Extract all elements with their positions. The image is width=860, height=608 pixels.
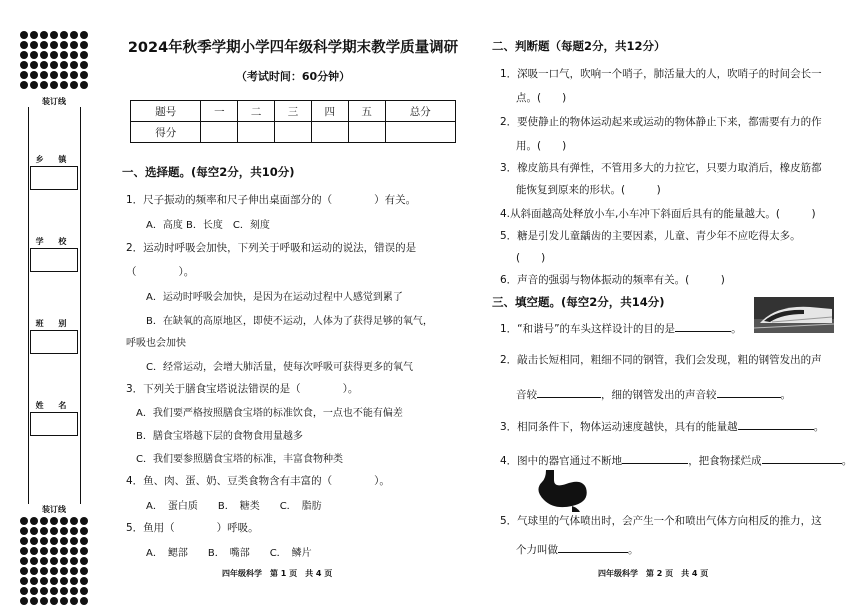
s3-q5-pre: 个力叫做 bbox=[516, 544, 558, 556]
binding-dot bbox=[60, 567, 68, 575]
score-cell[interactable] bbox=[201, 122, 238, 143]
binding-dot bbox=[80, 547, 88, 555]
binding-dot bbox=[40, 71, 48, 79]
binding-dot bbox=[30, 557, 38, 565]
s3-q1-pre: 1．“和谐号”的车头这样设计的目的是 bbox=[500, 323, 676, 335]
score-table-header-row bbox=[131, 101, 456, 122]
binding-dot bbox=[50, 31, 58, 39]
binding-dot bbox=[50, 567, 58, 575]
score-row-label: 得分 bbox=[131, 122, 201, 143]
s1-q2-option-c: C．经常运动，会增大肺活量，使每次呼吸可获得更多的氧气 bbox=[146, 362, 413, 373]
field-box-school[interactable] bbox=[30, 248, 78, 272]
s2-q2-line2: 用。( ) bbox=[516, 140, 567, 152]
binding-dot bbox=[20, 71, 28, 79]
binding-dot bbox=[20, 597, 28, 605]
score-table bbox=[130, 100, 456, 143]
s1-q3-option-a: A．我们要严格按照膳食宝塔的标准饮食，一点也不能有偏差 bbox=[136, 408, 403, 419]
s1-q5-options: A． 鳃部 B． 嘴部 C． 鳞片 bbox=[146, 548, 312, 559]
binding-dot bbox=[20, 61, 28, 69]
binding-dot bbox=[60, 587, 68, 595]
binding-dot bbox=[70, 557, 78, 565]
binding-dot bbox=[30, 577, 38, 585]
binding-dot bbox=[30, 537, 38, 545]
s3-q5-line1: 5．气球里的气体喷出时，会产生一个和喷出气体方向相反的推力，这 bbox=[500, 515, 822, 527]
binding-dot bbox=[60, 547, 68, 555]
binding-dot bbox=[70, 41, 78, 49]
s1-q3-stem: 3．下列关于膳食宝塔说法错误的是（ ）。 bbox=[126, 383, 359, 395]
s3-q2-line1: 2．敲击长短相同，粗细不同的钢管，我们会发现，粗的钢管发出的声 bbox=[500, 354, 822, 366]
score-header-cell: 三 bbox=[275, 101, 312, 122]
binding-dot bbox=[60, 597, 68, 605]
binding-dot bbox=[30, 61, 38, 69]
binding-dot bbox=[50, 517, 58, 525]
field-label-school: 学 校 bbox=[35, 237, 73, 246]
s1-q2-option-b: B．在缺氧的高原地区，即使不运动，人体为了获得足够的氧气， bbox=[146, 316, 433, 327]
binding-dot bbox=[60, 577, 68, 585]
binding-dot bbox=[60, 61, 68, 69]
section2-heading: 二、判断题（每题2分，共12分） bbox=[492, 39, 666, 53]
binding-dot bbox=[80, 587, 88, 595]
binding-dot bbox=[80, 41, 88, 49]
binding-dot bbox=[30, 51, 38, 59]
binding-dot bbox=[30, 597, 38, 605]
binding-dot bbox=[80, 51, 88, 59]
binding-dot bbox=[60, 31, 68, 39]
s3-q2-blank-1[interactable] bbox=[537, 386, 601, 398]
s3-q3 bbox=[500, 418, 824, 434]
s2-q3-line1: 3．橡皮筋具有弹性，不管用多大的力拉它，只要力取消后，橡皮筋都 bbox=[500, 162, 822, 174]
binding-dot bbox=[20, 51, 28, 59]
s3-q1 bbox=[500, 320, 742, 336]
s3-q5-line2 bbox=[516, 541, 639, 557]
binding-dot bbox=[70, 51, 78, 59]
s1-q1-stem: 1．尺子振动的频率和尺子伸出桌面部分的（ ）有关。 bbox=[126, 194, 417, 206]
binding-dot bbox=[60, 557, 68, 565]
s2-q1-line1: 1．深吸一口气，吹响一个哨子，肺活量大的人，吹哨子的时间会长一 bbox=[500, 68, 822, 80]
s1-q2-option-a: A．运动时呼吸会加快，是因为在运动过程中人感觉到累了 bbox=[146, 292, 403, 303]
s2-q4: 4.从斜面越高处释放小车,小车冲下斜面后具有的能量越大。( ) bbox=[500, 208, 816, 220]
binding-dot bbox=[60, 527, 68, 535]
binding-dot bbox=[50, 51, 58, 59]
s2-q6: 6．声音的强弱与物体振动的频率有关。( ) bbox=[500, 274, 725, 286]
stomach-image bbox=[532, 468, 592, 512]
binding-dot bbox=[20, 537, 28, 545]
binding-dot bbox=[40, 567, 48, 575]
binding-dot bbox=[40, 557, 48, 565]
s3-q4-post: 。 bbox=[841, 455, 853, 467]
binding-dot bbox=[50, 527, 58, 535]
train-image bbox=[754, 297, 834, 333]
s3-q3-post: 。 bbox=[813, 421, 825, 433]
field-box-class[interactable] bbox=[30, 330, 78, 354]
s3-q1-blank[interactable] bbox=[675, 320, 731, 332]
score-header-cell: 二 bbox=[238, 101, 275, 122]
s2-q5-line2: ( ) bbox=[516, 252, 546, 264]
s3-q5-blank[interactable] bbox=[558, 541, 628, 553]
s1-q2-stem-cont: （ ）。 bbox=[126, 266, 195, 278]
binding-dot bbox=[20, 31, 28, 39]
score-header-cell: 总分 bbox=[385, 101, 456, 122]
score-header-cell: 题号 bbox=[131, 101, 201, 122]
score-cell[interactable] bbox=[238, 122, 275, 143]
binding-dot bbox=[20, 517, 28, 525]
binding-dot bbox=[40, 537, 48, 545]
binding-dot bbox=[70, 527, 78, 535]
binding-dot bbox=[70, 517, 78, 525]
s3-q4-mid: ，把食物揉烂成 bbox=[688, 455, 762, 467]
field-label-class: 班 别 bbox=[35, 319, 73, 328]
binding-dot bbox=[50, 557, 58, 565]
binding-dot bbox=[40, 517, 48, 525]
s2-q3-line2: 能恢复到原来的形状。( ) bbox=[516, 184, 661, 196]
binding-dot bbox=[60, 537, 68, 545]
binding-dot bbox=[80, 557, 88, 565]
s3-q2-post: 。 bbox=[780, 389, 791, 401]
binding-dot bbox=[60, 517, 68, 525]
s3-q4-blank-2[interactable] bbox=[762, 452, 842, 464]
binding-dot bbox=[70, 547, 78, 555]
binding-dot bbox=[70, 31, 78, 39]
binding-dot bbox=[80, 567, 88, 575]
field-box-name[interactable] bbox=[30, 412, 78, 436]
score-header-cell: 四 bbox=[311, 101, 348, 122]
binding-dot bbox=[80, 527, 88, 535]
binding-dot bbox=[70, 61, 78, 69]
binding-label-top: 装订线 bbox=[18, 96, 90, 107]
binding-dot bbox=[50, 597, 58, 605]
section1-heading: 一、选择题。(每空2分，共10分) bbox=[122, 165, 295, 179]
binding-dot bbox=[40, 81, 48, 89]
s3-q2-pre: 音较 bbox=[516, 389, 537, 401]
binding-dot bbox=[40, 527, 48, 535]
s2-q2-line1: 2．要使静止的物体运动起来或运动的物体静止下来，都需要有力的作 bbox=[500, 116, 822, 128]
binding-dot bbox=[40, 61, 48, 69]
binding-dot bbox=[40, 41, 48, 49]
s3-q3-pre: 3．相同条件下，物体运动速度越快，具有的能量越 bbox=[500, 421, 738, 433]
binding-dot bbox=[60, 41, 68, 49]
binding-dot bbox=[60, 71, 68, 79]
s3-q1-post: 。 bbox=[731, 323, 742, 335]
footer-page-2: 四年级科学 第 2 页 共 4 页 bbox=[598, 569, 709, 578]
s1-q4-stem: 4．鱼、肉、蛋、奶、豆类食物含有丰富的（ ）。 bbox=[126, 475, 390, 487]
s2-q1-line2: 点。( ) bbox=[516, 92, 567, 104]
binding-dot bbox=[40, 597, 48, 605]
binding-dot bbox=[30, 587, 38, 595]
binding-label-bottom: 装订线 bbox=[18, 504, 90, 515]
binding-dot bbox=[80, 517, 88, 525]
s3-q2-blank-2[interactable] bbox=[717, 386, 781, 398]
field-label-town: 乡 镇 bbox=[35, 155, 73, 164]
binding-dot bbox=[80, 577, 88, 585]
binding-dot bbox=[40, 587, 48, 595]
exam-time-note: （考试时间：60分钟） bbox=[235, 70, 351, 83]
binding-dot bbox=[80, 71, 88, 79]
binding-dot bbox=[20, 527, 28, 535]
score-cell[interactable] bbox=[385, 122, 456, 143]
binding-dots-bottom bbox=[18, 516, 90, 606]
binding-strip bbox=[18, 30, 90, 600]
score-cell[interactable] bbox=[311, 122, 348, 143]
s1-q3-option-c: C．我们要参照膳食宝塔的标准，丰富食物种类 bbox=[136, 454, 343, 465]
binding-dot bbox=[50, 61, 58, 69]
field-label-name: 姓 名 bbox=[35, 401, 73, 410]
section3-heading: 三、填空题。(每空2分，共14分) bbox=[492, 295, 665, 309]
binding-dot bbox=[20, 81, 28, 89]
binding-dot bbox=[20, 577, 28, 585]
binding-dot bbox=[40, 577, 48, 585]
binding-dot bbox=[40, 51, 48, 59]
binding-dots-top bbox=[18, 30, 90, 90]
binding-dot bbox=[60, 51, 68, 59]
binding-dot bbox=[30, 547, 38, 555]
s3-q2-line2 bbox=[516, 386, 791, 402]
binding-dot bbox=[50, 81, 58, 89]
score-header-cell: 五 bbox=[348, 101, 385, 122]
score-table-score-row bbox=[131, 122, 456, 143]
binding-dot bbox=[30, 81, 38, 89]
binding-dot bbox=[30, 31, 38, 39]
binding-dot bbox=[30, 71, 38, 79]
s3-q4 bbox=[500, 452, 852, 468]
binding-dot bbox=[40, 547, 48, 555]
binding-dot bbox=[70, 81, 78, 89]
s1-q3-option-b: B．膳食宝塔越下层的食物食用量越多 bbox=[136, 431, 303, 442]
binding-dot bbox=[80, 81, 88, 89]
binding-dot bbox=[70, 577, 78, 585]
binding-dot bbox=[40, 31, 48, 39]
binding-dot bbox=[50, 577, 58, 585]
s1-q5-stem: 5．鱼用（ ）呼吸。 bbox=[126, 522, 259, 534]
s3-q4-pre: 4．图中的器官通过不断地 bbox=[500, 455, 623, 467]
binding-dot bbox=[30, 41, 38, 49]
exam-title: 2024年秋季学期小学四年级科学期末教学质量调研 bbox=[127, 40, 459, 56]
binding-dot bbox=[70, 567, 78, 575]
s3-q3-blank[interactable] bbox=[738, 418, 814, 430]
s1-q4-options: A． 蛋白质 B． 糖类 C． 脂肪 bbox=[146, 501, 322, 512]
binding-dot bbox=[20, 567, 28, 575]
binding-dot bbox=[30, 517, 38, 525]
score-header-cell: 一 bbox=[201, 101, 238, 122]
binding-dot bbox=[20, 557, 28, 565]
s3-q4-blank-1[interactable] bbox=[622, 452, 688, 464]
binding-dot bbox=[50, 587, 58, 595]
s1-q1-options: A．高度 B．长度 C．刻度 bbox=[146, 220, 270, 231]
s1-q2-stem: 2．运动时呼吸会加快，下列关于呼吸和运动的说法，错误的是 bbox=[126, 242, 417, 254]
binding-dot bbox=[50, 547, 58, 555]
binding-dot bbox=[50, 537, 58, 545]
binding-dot bbox=[70, 71, 78, 79]
binding-dot bbox=[70, 587, 78, 595]
binding-dot bbox=[70, 597, 78, 605]
binding-dot bbox=[20, 41, 28, 49]
s3-q5-post: 。 bbox=[628, 544, 639, 556]
binding-dot bbox=[70, 537, 78, 545]
binding-dot bbox=[50, 41, 58, 49]
footer-page-1: 四年级科学 第 1 页 共 4 页 bbox=[222, 569, 333, 578]
binding-dot bbox=[20, 587, 28, 595]
binding-dot bbox=[50, 71, 58, 79]
binding-dot bbox=[80, 61, 88, 69]
binding-dot bbox=[30, 527, 38, 535]
field-box-town[interactable] bbox=[30, 166, 78, 190]
binding-dot bbox=[60, 81, 68, 89]
binding-dot bbox=[80, 31, 88, 39]
score-cell[interactable] bbox=[275, 122, 312, 143]
binding-dot bbox=[20, 547, 28, 555]
s1-q2-option-b-cont: 呼吸也会加快 bbox=[126, 338, 186, 349]
s3-q2-mid: ，细的钢管发出的声音较 bbox=[601, 389, 717, 401]
s2-q5-line1: 5．糖是引发儿童龋齿的主要因素，儿童、青少年不应吃得太多。 bbox=[500, 230, 801, 242]
binding-dot bbox=[30, 567, 38, 575]
binding-dot bbox=[80, 597, 88, 605]
binding-dot bbox=[80, 537, 88, 545]
score-cell[interactable] bbox=[348, 122, 385, 143]
